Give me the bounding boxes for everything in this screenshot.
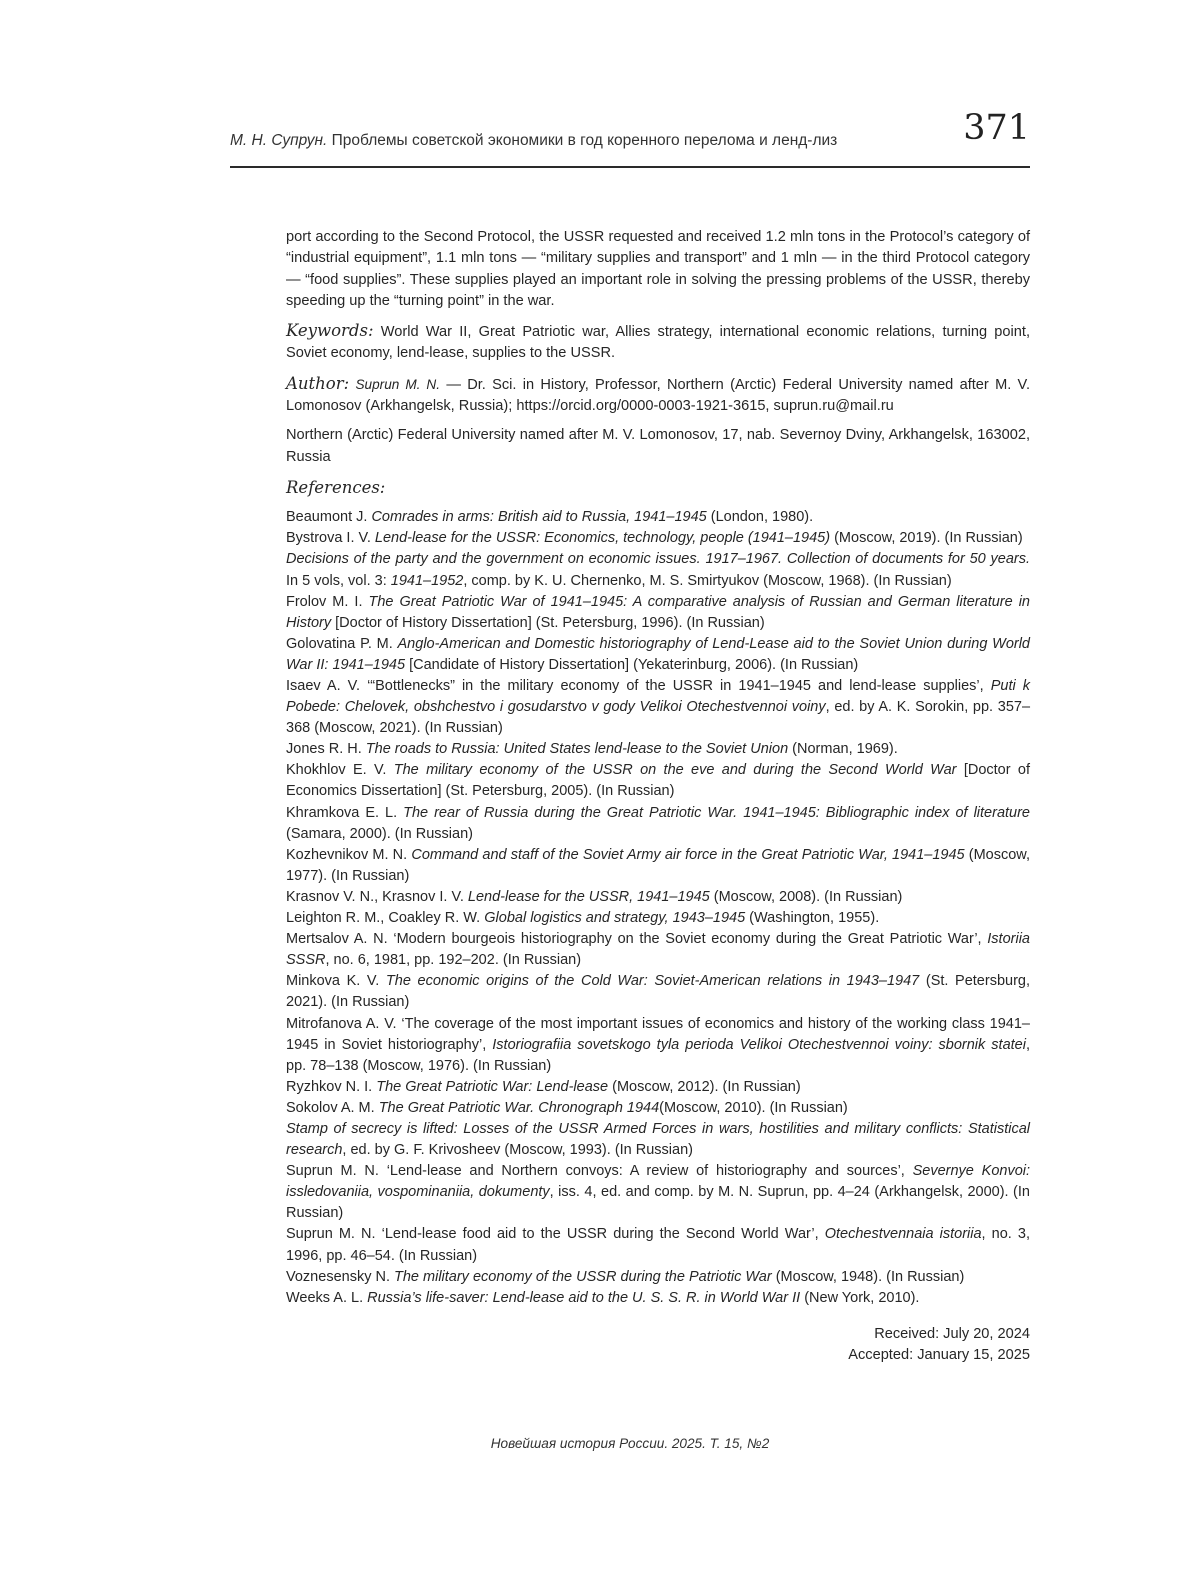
reference-text: Suprun M. N. ‘Lend-lease food aid to the USSR during the Second World War’, — [286, 1226, 825, 1243]
reference-item — [286, 908, 1030, 929]
reference-text: (Moscow, 2010). (In Russian) — [659, 1099, 848, 1116]
reference-item — [286, 1014, 1030, 1077]
reference-text: [Candidate of History Dissertation] (Yekaterinburg, 2006). (In Russian) — [405, 656, 859, 673]
reference-text: , no. 6, 1981, pp. 192–202. (In Russian) — [325, 952, 582, 969]
reference-text: , no. 3, 1996, pp. 46–54. (In Russian) — [286, 1226, 1030, 1264]
reference-item — [286, 1224, 1030, 1266]
reference-text: (New York, 2010). — [800, 1289, 920, 1306]
reference-text: Khokhlov E. V. — [286, 762, 394, 779]
reference-item — [286, 971, 1030, 1013]
keywords-text: World War II, Great Patriotic war, Allies strategy, international economic relations, turning point, Soviet economy, lend-lease, supplies to the USSR. — [286, 324, 1030, 362]
reference-text: Ryzhkov N. I. — [286, 1078, 377, 1095]
reference-title: The Great Patriotic War of 1941–1945: A comparative analysis of Russian and German literature in History — [286, 593, 1030, 631]
reference-text: Isaev A. V. ‘“Bottlenecks” in the military economy of the USSR in 1941–1945 and lend-lease supplies’, — [286, 678, 991, 695]
affiliation-address: Northern (Arctic) Federal University named after M. V. Lomonosov, 17, nab. Severnoy Dviny, Arkhangelsk, 163002, Russia — [286, 427, 1030, 465]
reference-item — [286, 634, 1030, 676]
reference-item — [286, 1098, 1030, 1119]
reference-title: The Great Patriotic War: Lend-lease — [376, 1078, 609, 1095]
reference-text: Weeks A. L. — [286, 1289, 368, 1306]
reference-item — [286, 739, 1030, 760]
reference-title: 1941–1952 — [390, 572, 464, 589]
reference-title: Global logistics and strategy, 1943–1945 — [484, 910, 746, 927]
reference-title: The rear of Russia during the Great Patriotic War. 1941–1945: Bibliographic index of literature — [403, 804, 1030, 821]
reference-item — [286, 803, 1030, 845]
reference-text: , ed. by A. K. Sorokin, pp. 357–368 (Moscow, 2021). (In Russian) — [286, 699, 1031, 737]
reference-text: (Moscow, 1977). (In Russian) — [286, 846, 1030, 884]
reference-text: Voznesensky N. — [286, 1268, 394, 1285]
reference-item — [286, 1161, 1030, 1224]
reference-text: Mitrofanova A. V. ‘The coverage of the most important issues of economics and history of the working class 1941–1945 in Soviet historiography’, — [286, 1015, 1030, 1053]
reference-item — [286, 929, 1030, 971]
author-name: Suprun M. N. — [355, 376, 441, 392]
author-label: Author: — [286, 373, 350, 393]
reference-text: Golovatina P. M. — [286, 635, 398, 652]
reference-text: (Norman, 1969). — [788, 741, 898, 758]
reference-item — [286, 507, 1030, 528]
reference-title: Puti k Pobede: Chelovek, obshchestvo i gosudarstvo v gody Velikoi Otechestvennoi voiny — [286, 678, 1031, 716]
reference-text: Krasnov V. N., Krasnov I. V. — [286, 888, 468, 905]
reference-text: (Moscow, 2008). (In Russian) — [709, 888, 903, 905]
reference-title: Lend-lease for the USSR: Economics, technology, people (1941–1945) — [374, 530, 831, 547]
reference-text: (London, 1980). — [706, 509, 814, 526]
reference-title: Severnye Konvoi: issledovaniia, vospominaniia, dokumenty — [286, 1163, 1031, 1201]
keywords-label: Keywords: — [286, 321, 374, 341]
references-list — [286, 507, 1030, 1309]
page-number: 371 — [963, 108, 1030, 148]
reference-text: Suprun M. N. ‘Lend-lease and Northern convoys: A review of historiography and sources’, — [286, 1163, 913, 1180]
running-header — [230, 108, 1030, 168]
reference-title: Stamp of secrecy is lifted: Losses of the USSR Armed Forces in wars, hostilities and military conflicts: Statistical research — [286, 1120, 1030, 1159]
received-date: Received: July 20, 2024 — [874, 1325, 1030, 1342]
article-body — [286, 227, 1030, 1367]
header-author: М. Н. Супрун. — [230, 132, 328, 149]
reference-text: (Moscow, 2019). (In Russian) — [830, 530, 1023, 547]
reference-item — [286, 1267, 1030, 1288]
reference-title: Russia’s life-saver: Lend-lease aid to the U. S. S. R. in World War II — [367, 1289, 801, 1306]
reference-title: Lend-lease for the USSR, 1941–1945 — [467, 888, 710, 905]
reference-text: [Doctor of History Dissertation] (St. Petersburg, 1996). (In Russian) — [331, 614, 765, 631]
reference-title: Istoriografiia sovetskogo tyla perioda Velikoi Otechestvennoi voiny: sbornik statei — [492, 1036, 1026, 1053]
accepted-date: Accepted: January 15, 2025 — [848, 1347, 1030, 1364]
reference-text: (Samara, 2000). (In Russian) — [286, 825, 473, 842]
abstract-continuation: port according to the Second Protocol, the USSR requested and received 1.2 mln tons in the Protocol’s category of “industrial equipment”, 1.1 mln tons — “military supplies and transport” and 1 mln — in the third Protocol category — “food supplies”. These supplies played an important role in solving the pressing problems of the USSR, thereby speeding up the “turning point” in the war. — [286, 229, 1030, 309]
journal-footer: Новейшая история России. 2025. Т. 15, №2 — [490, 1436, 770, 1451]
reference-text: Jones R. H. — [286, 741, 366, 758]
reference-title: Istoriia SSSR — [286, 931, 1030, 969]
reference-title: The military economy of the USSR on the eve and during the Second World War — [393, 762, 957, 779]
reference-item — [286, 549, 1030, 591]
reference-item — [286, 760, 1030, 802]
running-title — [230, 132, 837, 150]
reference-item — [286, 845, 1030, 887]
reference-title: The economic origins of the Cold War: Soviet-American relations in 1943–1947 — [385, 973, 920, 990]
reference-title: Comrades in arms: British aid to Russia, 1941–1945 — [371, 509, 707, 526]
reference-text: Beaumont J. — [286, 509, 372, 526]
reference-text: (Washington, 1955). — [745, 910, 880, 927]
reference-item — [286, 676, 1030, 739]
reference-text: [Doctor of Economics Dissertation] (St. Petersburg, 2005). (In Russian) — [286, 762, 1030, 800]
reference-text: , ed. by G. F. Krivosheev (Moscow, 1993). (In Russian) — [342, 1142, 693, 1159]
author-details: — Dr. Sci. in History, Professor, Northern (Arctic) Federal University named after M. V. Lomonosov (Arkhangelsk, Russia); https://orcid.org/0000-0003-1921-3615, suprun.ru@mail.ru — [286, 376, 1031, 415]
reference-title: The roads to Russia: United States lend-lease to the Soviet Union — [365, 741, 789, 758]
reference-item — [286, 528, 1030, 549]
reference-text: In 5 vols, vol. 3: — [286, 572, 391, 589]
reference-item — [286, 887, 1030, 908]
reference-text: Kozhevnikov M. N. — [286, 846, 412, 863]
reference-item — [286, 1288, 1030, 1309]
reference-item — [286, 1119, 1030, 1161]
article-dates — [286, 1324, 1030, 1367]
reference-text: Minkova K. V. — [286, 973, 386, 990]
reference-text: Mertsalov A. N. ‘Modern bourgeois historiography on the Soviet economy during the Great Patriotic War’, — [286, 931, 988, 948]
reference-text: Leighton R. M., Coakley R. W. — [286, 910, 485, 927]
references-heading: References: — [286, 477, 386, 497]
header-rule — [230, 166, 1030, 168]
author-info — [286, 373, 1030, 418]
reference-text: Frolov M. I. — [286, 593, 369, 610]
reference-item — [286, 1077, 1030, 1098]
reference-text: (Moscow, 1948). (In Russian) — [771, 1268, 965, 1285]
reference-text: , iss. 4, ed. and comp. by M. N. Suprun, pp. 4–24 (Arkhangelsk, 2000). (In Russian) — [286, 1184, 1030, 1222]
reference-title: The military economy of the USSR during the Patriotic War — [394, 1268, 772, 1285]
reference-title: The Great Patriotic War. Chronograph 1944 — [378, 1099, 660, 1116]
reference-text: , pp. 78–138 (Moscow, 1976). (In Russian) — [286, 1036, 1030, 1074]
reference-text: (Moscow, 2012). (In Russian) — [608, 1078, 801, 1095]
reference-text: (St. Petersburg, 2021). (In Russian) — [286, 973, 1030, 1011]
keywords — [286, 320, 1030, 365]
reference-text: Khramkova E. L. — [286, 804, 404, 821]
reference-text: Bystrova I. V. — [286, 530, 375, 547]
header-title: Проблемы советской экономики в год коренного перелома и ленд-лиз — [331, 132, 838, 149]
reference-item — [286, 592, 1030, 634]
reference-title: Decisions of the party and the government on economic issues. 1917–1967. Collection of documents for 50 years. — [286, 551, 1030, 568]
reference-title: Anglo-American and Domestic historiography of Lend-Lease aid to the Soviet Union during World War II: 1941–1945 — [286, 635, 1030, 673]
reference-text: Sokolov A. M. — [286, 1099, 379, 1116]
reference-title: Command and staff of the Soviet Army air force in the Great Patriotic War, 1941–1945 — [411, 846, 965, 863]
reference-text: , comp. by K. U. Chernenko, M. S. Smirtyukov (Moscow, 1968). (In Russian) — [463, 572, 952, 589]
reference-title: Otechestvennaia istoriia — [824, 1226, 982, 1243]
